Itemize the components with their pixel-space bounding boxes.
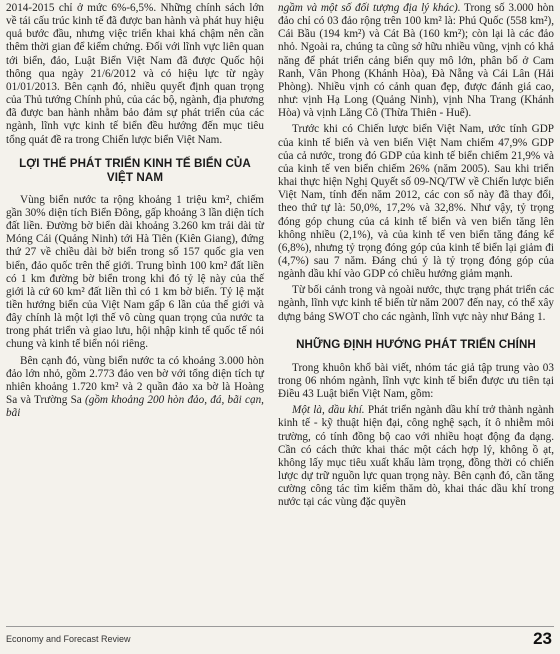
paragraph-gdp: Trước khi có Chiến lược biển Việt Nam, ước tính GDP của kinh tế biển và ven biển Việt Nam chiếm 47,9% GDP của cả nước, trong đó GDP của kinh tế biển chiếm 21,9% và của kinh tế ven biển chiếm 26% (năm 2005). Sau khi triển khai thực hiện Nghị Quyết số 09-NQ/TW về Chiến lược biển Việt Nam, tính đến năm 2012, các con số này đã thay đổi, theo thứ tự là: 50,0%, 17,2% và 32,8%. Như vậy, tỷ trọng đóng góp chung của cả kinh tế biển và ven biển tăng lên không nhiều (2,1%), và của kinh tế ven biển tăng đáng kể (6,8%), nhưng tỷ trọng đóng góp của kinh tế biển lại giảm đi (4,7%) sau 7 năm. Đáng chú ý là tỷ trọng đóng góp của ngành dầu khí vào GDP có chiều hướng giảm mạnh.: [278, 123, 554, 281]
islands-text: Bên cạnh đó, vùng biển nước ta có khoảng 3.000 hòn đảo lớn nhỏ, gồm 2.773 đảo ven bờ với tổng diện tích tự nhiên khoảng 1.720 km² và 2 quần đảo xa bờ là Hoàng Sa và Trường Sa: [6, 354, 264, 407]
paragraph-growth-policy: 2014-2015 chỉ ở mức 6%-6,5%. Những chính sách lớn về tái cấu trúc kinh tế đã được ban hành và phát huy hiệu quả bước đầu, nhưng việc triển khai khá chậm nên cần thêm thời gian để kiểm chứng. Đối với lĩnh vực liên quan tới biển, đảo, Luật Biển Việt Nam đã được Quốc hội thông qua ngày 21/6/2012 và có hiệu lực từ ngày 01/01/2013. Bên cạnh đó, nhiều quyết định quan trọng của Thủ tướng Chính phủ, của các bộ, ngành, địa phương đã được ban hành nhằm bảo đảm sự phát triển của các ngành, lĩnh vực kinh tế biển đều hướng đến mục tiêu tổng quát đề ra trong Chiến lược biển Việt Nam.: [6, 2, 264, 146]
right-column: [278, 2, 554, 512]
page-footer: [0, 626, 560, 654]
paragraph-oil-gas: [278, 404, 554, 509]
paragraph-sea-area: Vùng biển nước ta rộng khoảng 1 triệu km², chiếm gần 30% diện tích Biển Đông, gấp khoảng 3 lần diện tích đất liền. Đường bờ biển dài khoảng 3.260 km trải dài từ Móng Cái (Quảng Ninh) tới Hà Tiên (Kiên Giang), đứng thứ 27 về chiều dài bờ biển trong số 157 quốc gia ven biển, đảo quốc trên thế giới. Trung bình 100 km² đất liền có 1 km đường bờ biển trong khi đó tỷ lệ này của thế giới là cứ 60 km² đất liền thì có 1 km bờ biển. Tỷ lệ mặt tiền hướng biển của Việt Nam gấp 6 lần của thế giới và đây chính là một lợi thế vô cùng quan trọng của nước ta trong phát triển và giao lưu, hội nhập kinh tế quốc tế nói chung và kinh tế biển nói riêng.: [6, 193, 264, 351]
left-column: [6, 2, 264, 423]
oil-gas-lead: Một là, dầu khí.: [292, 404, 365, 417]
footer-divider: [6, 626, 554, 627]
page-number: 23: [533, 629, 552, 648]
paragraph-islands: [6, 355, 264, 421]
islands-italic-note: (gồm khoảng 200 hòn đảo, đá, bãi cạn, bãi: [6, 394, 264, 420]
islands-italic-continued: ngầm và một số đối tượng địa lý khác).: [278, 2, 461, 14]
islands-continued-text: Trong số 3.000 hòn đảo chỉ có 03 đảo rộng trên 100 km² là: Phú Quốc (558 km²), Cái Bầu (194 km²) và Cát Bà (160 km²); còn lại là các đảo nhỏ. Ngoài ra, chúng ta cũng sở hữu nhiều vũng, vịnh có khả năng để phát triển cảng biển quy mô lớn, phân bố ở Cam Ranh, Vân Phong (Khánh Hòa), Đà Nẵng và Cái Lân (Hải Phòng). Nhiều vịnh có cảnh quan đẹp, được đánh giá cao, như: vịnh Hạ Long (Quảng Ninh), vịnh Nha Trang (Khánh Hòa) và vịnh Lăng Cô (Thừa Thiên - Huế).: [278, 2, 554, 120]
paragraph-intro-directions: Trong khuôn khổ bài viết, nhóm tác giả tập trung vào 03 trong 06 nhóm ngành, lĩnh vực kinh tế biển được ưu tiên tại Điều 43 Luật biển Việt Nam, gồm:: [278, 361, 554, 401]
journal-name: Economy and Forecast Review: [6, 634, 131, 644]
section-heading-directions: NHỮNG ĐỊNH HƯỚNG PHÁT TRIỂN CHÍNH: [296, 337, 536, 351]
paragraph-swot: Từ bối cảnh trong và ngoài nước, thực trạng phát triển các ngành, lĩnh vực kinh tế biển từ năm 2007 đến nay, có thể xây dựng bảng SWOT cho các ngành, lĩnh vực này như Bảng 1.: [278, 284, 554, 323]
section-heading-advantages: LỢI THẾ PHÁT TRIỂN KINH TẾ BIỂN CỦA VIỆT NAM: [19, 156, 251, 184]
paragraph-islands-continued: [278, 2, 554, 120]
oil-gas-text: Phát triển ngành dầu khí trở thành ngành kinh tế - kỹ thuật hiện đại, công nghệ sạch, ít ô nhiễm môi trường, có tính đồng bộ cao với nhiều hoạt động đa dạng. Cần có cách thức khai thác một cách hợp lý, không ồ ạt, không lấy mục tiêu xuất khẩu làm trọng, đồng thời có chiến lược dự trữ nguồn lực quan trọng này. Bên cạnh đó, cần tăng cường công tác tìm kiếm thăm dò, khai thác dầu khí trong nước tại các vùng đặc quyền: [278, 404, 554, 509]
